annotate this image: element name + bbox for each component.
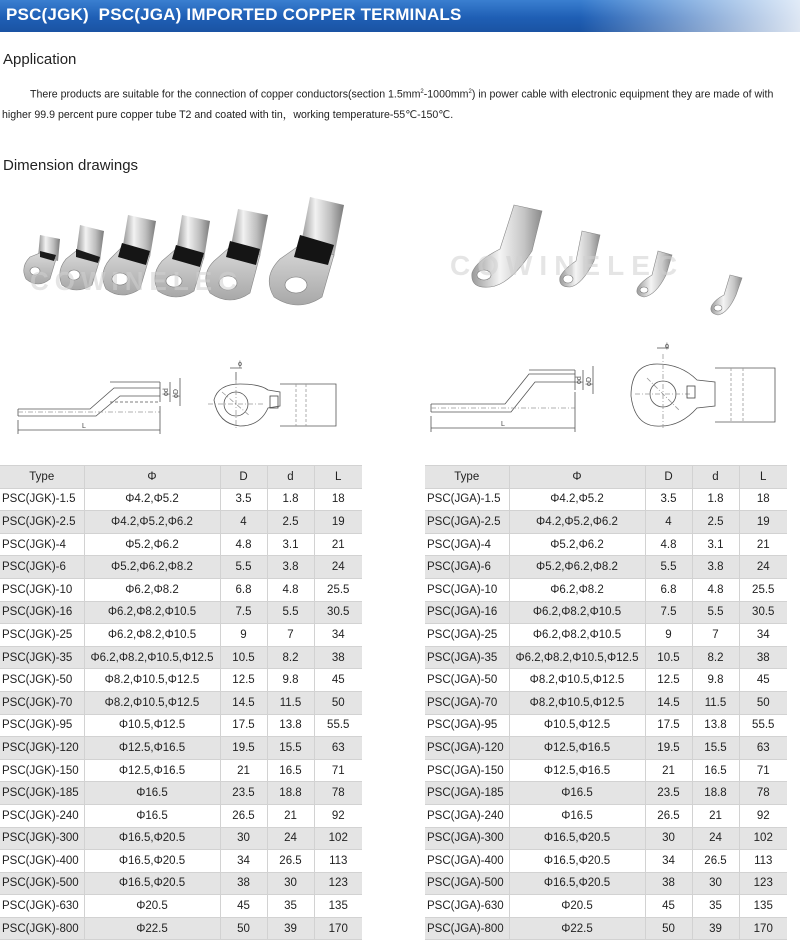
cell-d: 18.8 (267, 782, 314, 805)
cell-type: PSC(JGA)-300 (425, 827, 509, 850)
cell-d: 15.5 (267, 737, 314, 760)
cell-d: 2.5 (267, 511, 314, 534)
cell-type: PSC(JGA)-120 (425, 737, 509, 760)
cell-L: 55.5 (739, 714, 787, 737)
table-row (425, 872, 787, 895)
cell-phi: Φ12.5,Φ16.5 (84, 759, 220, 782)
table-row (425, 646, 787, 669)
table-row (425, 601, 787, 624)
cell-phi: Φ6.2,Φ8.2,Φ10.5 (84, 601, 220, 624)
cell-phi: Φ16.5,Φ20.5 (509, 827, 645, 850)
cell-phi: Φ20.5 (84, 895, 220, 918)
cell-L: 18 (739, 488, 787, 511)
cell-L: 92 (314, 804, 362, 827)
cell-D: 14.5 (220, 691, 267, 714)
cell-type: PSC(JGK)-35 (0, 646, 84, 669)
cell-D: 17.5 (645, 714, 692, 737)
cell-d: 13.8 (267, 714, 314, 737)
watermark-left: COWINELEC (30, 266, 243, 296)
cell-L: 113 (314, 850, 362, 873)
cell-D: 7.5 (220, 601, 267, 624)
table-row (0, 691, 362, 714)
cell-D: 10.5 (220, 646, 267, 669)
cell-type: PSC(JGK)-120 (0, 737, 84, 760)
jga-dimension-drawing (425, 342, 785, 434)
table-row (425, 804, 787, 827)
cell-D: 45 (220, 895, 267, 918)
cell-type: PSC(JGK)-70 (0, 691, 84, 714)
header-D: D (220, 466, 267, 489)
cell-L: 45 (739, 669, 787, 692)
table-row (425, 759, 787, 782)
jgk-table-body (0, 466, 362, 940)
cell-d: 26.5 (267, 850, 314, 873)
cell-d: 3.8 (267, 556, 314, 579)
cell-D: 3.5 (220, 488, 267, 511)
cell-type: PSC(JGK)-630 (0, 895, 84, 918)
cell-L: 38 (739, 646, 787, 669)
table-row (0, 556, 362, 579)
table-row (425, 669, 787, 692)
lug-photo-6 (269, 197, 344, 305)
cell-L: 63 (739, 737, 787, 760)
table-row (0, 872, 362, 895)
cell-L: 21 (739, 533, 787, 556)
cell-d: 30 (692, 872, 739, 895)
cell-d: 9.8 (267, 669, 314, 692)
cell-D: 26.5 (220, 804, 267, 827)
cell-L: 135 (314, 895, 362, 918)
cell-type: PSC(JGA)-185 (425, 782, 509, 805)
table-row (0, 850, 362, 873)
dimension-heading: Dimension drawings (3, 157, 139, 174)
cell-L: 55.5 (314, 714, 362, 737)
cell-L: 38 (314, 646, 362, 669)
table-row (0, 624, 362, 647)
cell-D: 7.5 (645, 601, 692, 624)
label-phi-left: ϕ (238, 361, 242, 368)
page-title: PSC(JGK) PSC(JGA) IMPORTED COPPER TERMINALS (6, 5, 462, 24)
cell-d: 7 (267, 624, 314, 647)
cell-L: 63 (314, 737, 362, 760)
table-row (0, 804, 362, 827)
cell-D: 4 (645, 511, 692, 534)
cell-phi: Φ6.2,Φ8.2,Φ10.5,Φ12.5 (509, 646, 645, 669)
cell-D: 34 (645, 850, 692, 873)
cell-type: PSC(JGK)-10 (0, 578, 84, 601)
cell-D: 23.5 (220, 782, 267, 805)
cell-d: 8.2 (267, 646, 314, 669)
cell-phi: Φ8.2,Φ10.5,Φ12.5 (509, 669, 645, 692)
cell-d: 7 (692, 624, 739, 647)
jga-table-body (425, 466, 787, 940)
cell-type: PSC(JGA)-150 (425, 759, 509, 782)
cell-L: 50 (739, 691, 787, 714)
cell-phi: Φ8.2,Φ10.5,Φ12.5 (84, 691, 220, 714)
cell-type: PSC(JGA)-4 (425, 533, 509, 556)
cell-phi: Φ12.5,Φ16.5 (84, 737, 220, 760)
cell-L: 18 (314, 488, 362, 511)
cell-L: 30.5 (314, 601, 362, 624)
cell-D: 21 (220, 759, 267, 782)
application-text-b: -1000mm (423, 88, 469, 101)
cell-d: 1.8 (267, 488, 314, 511)
cell-d: 24 (692, 827, 739, 850)
cell-type: PSC(JGK)-240 (0, 804, 84, 827)
watermark-right: COWINELEC (450, 250, 685, 281)
cell-phi: Φ10.5,Φ12.5 (84, 714, 220, 737)
label-L-right: L (501, 421, 505, 428)
cell-L: 170 (314, 917, 362, 940)
cell-phi: Φ16.5,Φ20.5 (509, 872, 645, 895)
cell-phi: Φ6.2,Φ8.2 (84, 578, 220, 601)
table-row (425, 917, 787, 940)
cell-phi: Φ10.5,Φ12.5 (509, 714, 645, 737)
cell-L: 30.5 (739, 601, 787, 624)
cell-d: 1.8 (692, 488, 739, 511)
superscript-2: 2 (468, 89, 472, 95)
header-D: D (645, 466, 692, 489)
cell-phi: Φ4.2,Φ5.2,Φ6.2 (509, 511, 645, 534)
cell-d: 30 (267, 872, 314, 895)
cell-d: 5.5 (692, 601, 739, 624)
cell-d: 3.8 (692, 556, 739, 579)
cell-phi: Φ16.5,Φ20.5 (84, 850, 220, 873)
cell-phi: Φ22.5 (84, 917, 220, 940)
cell-type: PSC(JGA)-630 (425, 895, 509, 918)
header-type: Type (425, 466, 509, 489)
cell-L: 34 (314, 624, 362, 647)
cell-type: PSC(JGK)-95 (0, 714, 84, 737)
cell-L: 102 (739, 827, 787, 850)
cell-d: 3.1 (267, 533, 314, 556)
cell-type: PSC(JGK)-150 (0, 759, 84, 782)
cell-D: 23.5 (645, 782, 692, 805)
cell-type: PSC(JGK)-800 (0, 917, 84, 940)
cell-D: 30 (645, 827, 692, 850)
cell-d: 9.8 (692, 669, 739, 692)
cell-d: 3.1 (692, 533, 739, 556)
header-d: d (267, 466, 314, 489)
cell-d: 16.5 (267, 759, 314, 782)
cell-d: 35 (692, 895, 739, 918)
cell-D: 12.5 (645, 669, 692, 692)
table-row (425, 488, 787, 511)
cell-d: 11.5 (692, 691, 739, 714)
cell-D: 12.5 (220, 669, 267, 692)
jga-terminals-photo (440, 195, 780, 330)
cell-type: PSC(JGA)-95 (425, 714, 509, 737)
table-row (425, 578, 787, 601)
header-phi: Φ (509, 466, 645, 489)
header-phi: Φ (84, 466, 220, 489)
cell-D: 38 (220, 872, 267, 895)
jga-spec-table (425, 465, 787, 940)
cell-L: 25.5 (739, 578, 787, 601)
table-row (425, 895, 787, 918)
table-row (0, 895, 362, 918)
cell-type: PSC(JGA)-800 (425, 917, 509, 940)
cell-phi: Φ6.2,Φ8.2,Φ10.5 (509, 624, 645, 647)
table-row (425, 556, 787, 579)
cell-D: 50 (645, 917, 692, 940)
cell-D: 30 (220, 827, 267, 850)
cell-type: PSC(JGK)-16 (0, 601, 84, 624)
table-row (0, 827, 362, 850)
table-row (425, 737, 787, 760)
cell-D: 5.5 (220, 556, 267, 579)
cell-L: 21 (314, 533, 362, 556)
label-L-left: L (82, 423, 86, 430)
cell-type: PSC(JGK)-50 (0, 669, 84, 692)
table-row (425, 850, 787, 873)
header-type: Type (0, 466, 84, 489)
cell-phi: Φ5.2,Φ6.2 (84, 533, 220, 556)
cell-d: 15.5 (692, 737, 739, 760)
cell-phi: Φ6.2,Φ8.2,Φ10.5 (84, 624, 220, 647)
cell-type: PSC(JGA)-35 (425, 646, 509, 669)
cell-phi: Φ16.5,Φ20.5 (84, 827, 220, 850)
application-text-c: ) in power cable with electronic equipment they are made of with higher 99.9 percent pure copper tube T2 and coated with tin，working temperature-55℃-150℃. (2, 88, 774, 121)
cell-type: PSC(JGA)-16 (425, 601, 509, 624)
cell-L: 78 (314, 782, 362, 805)
cell-phi: Φ22.5 (509, 917, 645, 940)
table-row (425, 533, 787, 556)
cell-d: 2.5 (692, 511, 739, 534)
cell-L: 45 (314, 669, 362, 692)
cell-phi: Φ16.5 (509, 804, 645, 827)
table-row (0, 669, 362, 692)
label-D-right: ϕD (586, 377, 593, 386)
cell-phi: Φ16.5,Φ20.5 (84, 872, 220, 895)
table-row (425, 782, 787, 805)
cell-L: 92 (739, 804, 787, 827)
label-d-left: ϕd (163, 388, 170, 396)
cell-phi: Φ4.2,Φ5.2 (84, 488, 220, 511)
table-row (0, 737, 362, 760)
cell-L: 25.5 (314, 578, 362, 601)
cell-D: 4 (220, 511, 267, 534)
cell-D: 21 (645, 759, 692, 782)
cell-phi: Φ4.2,Φ5.2,Φ6.2 (84, 511, 220, 534)
table-header-row (0, 466, 362, 489)
table-row (425, 624, 787, 647)
cell-D: 3.5 (645, 488, 692, 511)
cell-type: PSC(JGK)-400 (0, 850, 84, 873)
cell-d: 13.8 (692, 714, 739, 737)
cell-L: 135 (739, 895, 787, 918)
table-row (0, 646, 362, 669)
table-row (0, 488, 362, 511)
label-D-left: ϕD (173, 389, 180, 398)
table-header-row (425, 466, 787, 489)
application-text-a: There products are suitable for the connection of copper conductors(section 1.5mm (30, 88, 421, 101)
cell-type: PSC(JGK)-300 (0, 827, 84, 850)
cell-type: PSC(JGK)-4 (0, 533, 84, 556)
cell-D: 26.5 (645, 804, 692, 827)
table-row (0, 578, 362, 601)
cell-L: 123 (739, 872, 787, 895)
table-row (0, 782, 362, 805)
cell-d: 35 (267, 895, 314, 918)
table-row (0, 759, 362, 782)
application-heading: Application (3, 51, 77, 68)
title-banner (0, 0, 800, 32)
table-row (425, 827, 787, 850)
cell-d: 24 (267, 827, 314, 850)
cell-phi: Φ5.2,Φ6.2,Φ8.2 (509, 556, 645, 579)
cell-L: 170 (739, 917, 787, 940)
cell-type: PSC(JGA)-10 (425, 578, 509, 601)
cell-L: 102 (314, 827, 362, 850)
header-d: d (692, 466, 739, 489)
table-row (0, 714, 362, 737)
cell-L: 50 (314, 691, 362, 714)
cell-D: 10.5 (645, 646, 692, 669)
cell-L: 19 (314, 511, 362, 534)
cell-type: PSC(JGA)-25 (425, 624, 509, 647)
cell-d: 4.8 (692, 578, 739, 601)
cell-L: 78 (739, 782, 787, 805)
cell-d: 21 (267, 804, 314, 827)
cell-type: PSC(JGA)-6 (425, 556, 509, 579)
cell-phi: Φ5.2,Φ6.2,Φ8.2 (84, 556, 220, 579)
cell-type: PSC(JGA)-2.5 (425, 511, 509, 534)
cell-L: 34 (739, 624, 787, 647)
table-row (425, 511, 787, 534)
cell-d: 39 (692, 917, 739, 940)
cell-phi: Φ16.5 (84, 782, 220, 805)
cell-phi: Φ6.2,Φ8.2,Φ10.5 (509, 601, 645, 624)
cell-phi: Φ5.2,Φ6.2 (509, 533, 645, 556)
jgk-terminals-photo (10, 195, 390, 320)
cell-D: 14.5 (645, 691, 692, 714)
cell-phi: Φ16.5 (84, 804, 220, 827)
cell-d: 21 (692, 804, 739, 827)
lug-photo-10 (711, 275, 742, 315)
cell-d: 39 (267, 917, 314, 940)
cell-phi: Φ12.5,Φ16.5 (509, 759, 645, 782)
cell-type: PSC(JGK)-185 (0, 782, 84, 805)
cell-d: 11.5 (267, 691, 314, 714)
cell-L: 71 (314, 759, 362, 782)
cell-L: 123 (314, 872, 362, 895)
table-row (0, 533, 362, 556)
cell-phi: Φ8.2,Φ10.5,Φ12.5 (84, 669, 220, 692)
cell-phi: Φ20.5 (509, 895, 645, 918)
cell-L: 24 (314, 556, 362, 579)
cell-d: 4.8 (267, 578, 314, 601)
cell-type: PSC(JGK)-25 (0, 624, 84, 647)
table-row (425, 714, 787, 737)
table-row (425, 691, 787, 714)
cell-phi: Φ6.2,Φ8.2,Φ10.5,Φ12.5 (84, 646, 220, 669)
cell-phi: Φ12.5,Φ16.5 (509, 737, 645, 760)
table-row (0, 511, 362, 534)
cell-L: 19 (739, 511, 787, 534)
cell-phi: Φ4.2,Φ5.2 (509, 488, 645, 511)
cell-D: 19.5 (220, 737, 267, 760)
cell-d: 8.2 (692, 646, 739, 669)
cell-D: 45 (645, 895, 692, 918)
cell-phi: Φ8.2,Φ10.5,Φ12.5 (509, 691, 645, 714)
cell-d: 18.8 (692, 782, 739, 805)
cell-D: 9 (220, 624, 267, 647)
cell-phi: Φ16.5 (509, 782, 645, 805)
cell-L: 24 (739, 556, 787, 579)
cell-type: PSC(JGA)-400 (425, 850, 509, 873)
cell-D: 6.8 (220, 578, 267, 601)
cell-d: 26.5 (692, 850, 739, 873)
cell-D: 4.8 (645, 533, 692, 556)
cell-D: 17.5 (220, 714, 267, 737)
cell-D: 5.5 (645, 556, 692, 579)
cell-d: 16.5 (692, 759, 739, 782)
cell-D: 50 (220, 917, 267, 940)
cell-D: 19.5 (645, 737, 692, 760)
cell-L: 113 (739, 850, 787, 873)
cell-D: 34 (220, 850, 267, 873)
cell-phi: Φ6.2,Φ8.2 (509, 578, 645, 601)
cell-type: PSC(JGK)-6 (0, 556, 84, 579)
cell-type: PSC(JGA)-1.5 (425, 488, 509, 511)
cell-d: 5.5 (267, 601, 314, 624)
cell-phi: Φ16.5,Φ20.5 (509, 850, 645, 873)
cell-D: 9 (645, 624, 692, 647)
label-phi-right: ϕ (665, 343, 669, 350)
jgk-dimension-drawing (10, 352, 350, 437)
cell-type: PSC(JGK)-2.5 (0, 511, 84, 534)
table-row (0, 601, 362, 624)
cell-type: PSC(JGK)-500 (0, 872, 84, 895)
cell-type: PSC(JGK)-1.5 (0, 488, 84, 511)
application-paragraph (2, 82, 798, 125)
cell-D: 38 (645, 872, 692, 895)
cell-type: PSC(JGA)-50 (425, 669, 509, 692)
cell-D: 4.8 (220, 533, 267, 556)
table-row (0, 917, 362, 940)
superscript-1: 2 (420, 89, 424, 95)
jgk-spec-table (0, 465, 362, 940)
header-L: L (314, 466, 362, 489)
cell-type: PSC(JGA)-70 (425, 691, 509, 714)
cell-type: PSC(JGA)-500 (425, 872, 509, 895)
label-d-right: ϕd (576, 376, 583, 384)
cell-type: PSC(JGA)-240 (425, 804, 509, 827)
header-L: L (739, 466, 787, 489)
cell-D: 6.8 (645, 578, 692, 601)
cell-L: 71 (739, 759, 787, 782)
